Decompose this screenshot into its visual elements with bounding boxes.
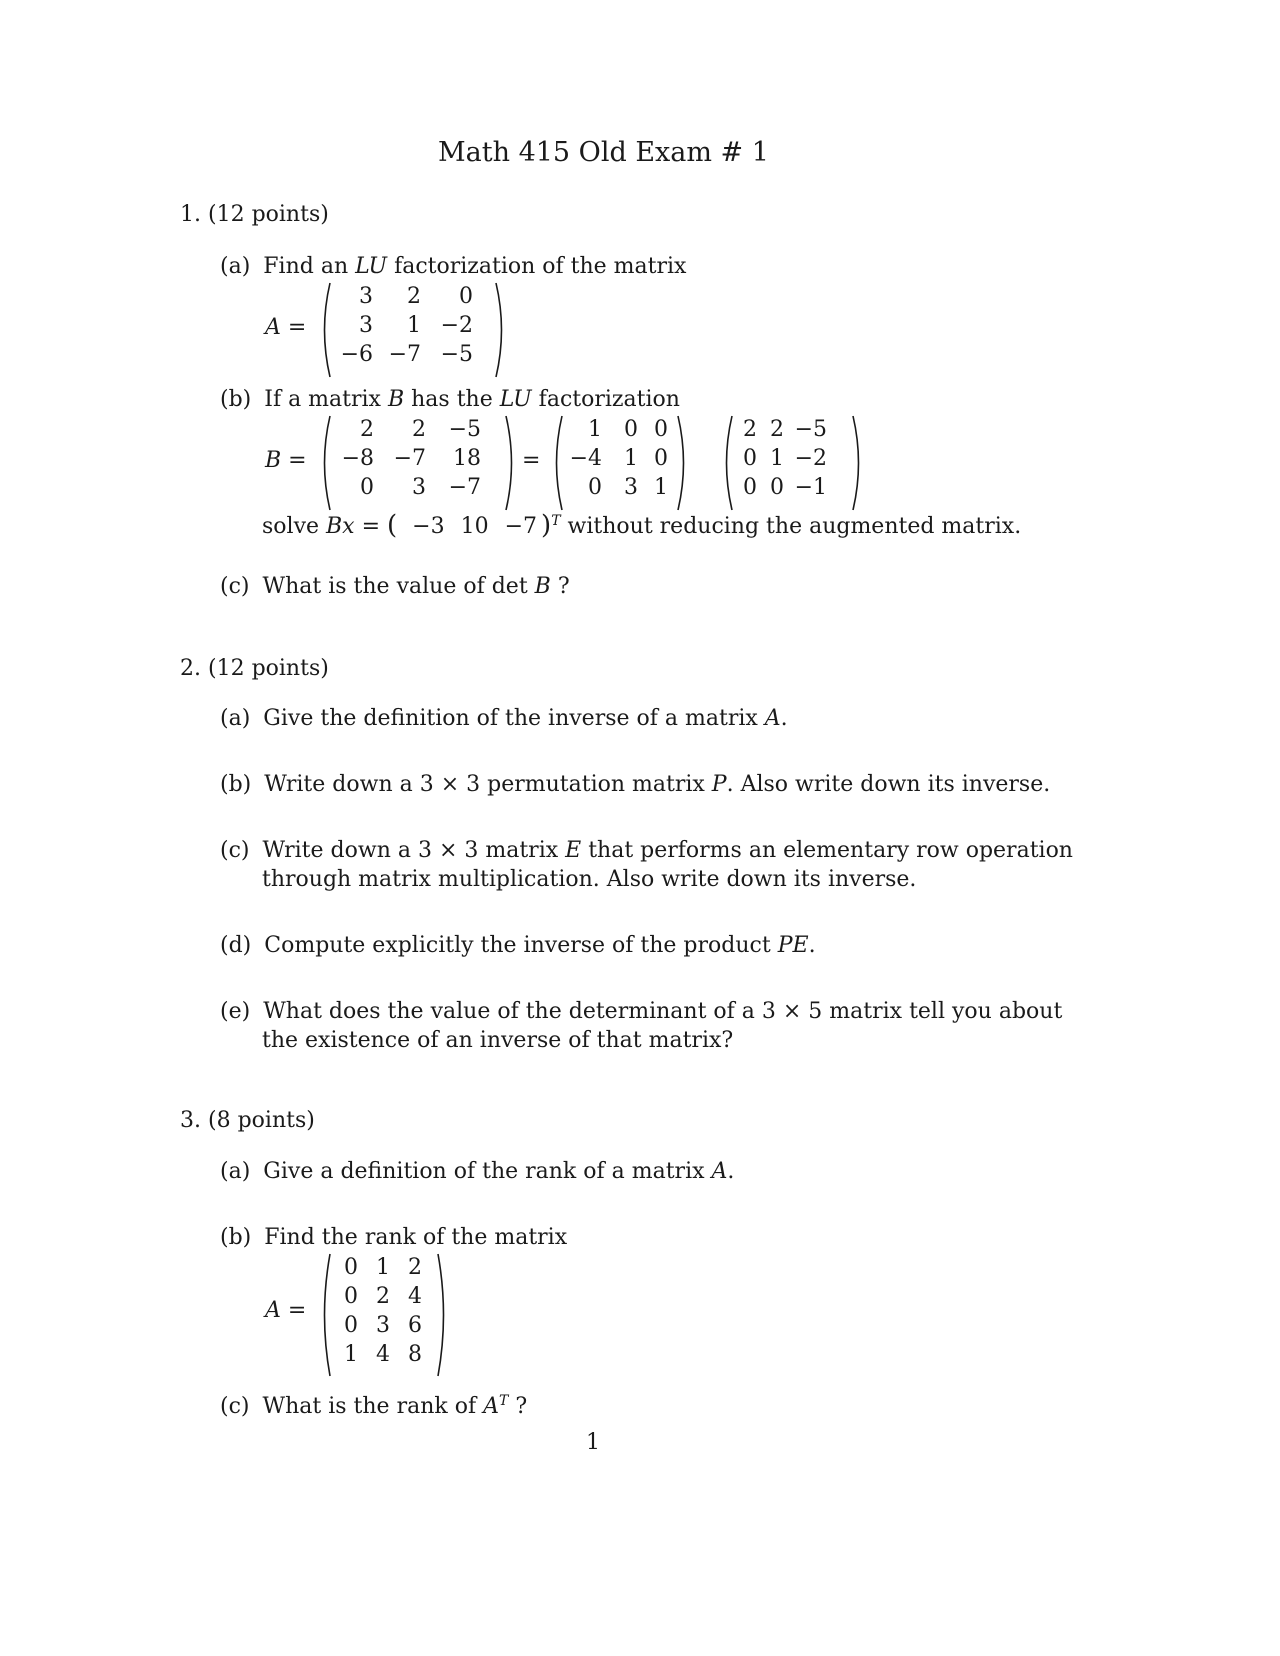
q1-part-c <box>220 572 570 602</box>
matrix-cell: 0 <box>770 475 784 500</box>
matrix-cell: −2 <box>794 446 827 471</box>
part-text: Compute explicitly the inverse of the product PE. <box>264 933 816 958</box>
q1-part-a <box>220 252 686 282</box>
matrix-cell: 18 <box>453 446 481 471</box>
question-1-header <box>180 200 329 230</box>
question-number: 2. <box>180 656 201 681</box>
matrix-cell: 0 <box>360 475 374 500</box>
matrix-left-paren <box>550 415 564 511</box>
matrix-cell: 0 <box>743 446 757 471</box>
part-text: Find an LU factorization of the matrix <box>263 254 687 279</box>
matrix-cell: 1 <box>588 417 602 442</box>
matrix-cell: 0 <box>344 1313 358 1338</box>
matrix-cell: 0 <box>588 475 602 500</box>
matrix-cell: 2 <box>407 284 421 309</box>
matrix-cell: 2 <box>743 417 757 442</box>
matrix-cell: −4 <box>569 446 602 471</box>
q1a-matrix-lhs: A = <box>265 315 307 340</box>
question-points: (12 points) <box>208 656 329 681</box>
question-number: 1. <box>180 202 201 227</box>
matrix-cell: 0 <box>654 446 668 471</box>
matrix-right-paren <box>676 415 690 511</box>
vector-entry: 10 <box>460 514 489 540</box>
q2-part-c <box>220 836 1073 866</box>
part-label: (a) <box>220 1159 251 1184</box>
part-text: Give a definition of the rank of a matrix A. <box>263 1159 735 1184</box>
matrix-cell: 2 <box>408 1255 422 1280</box>
part-label: (b) <box>220 387 252 412</box>
matrix-cell: −7 <box>388 342 421 367</box>
matrix-cell: 6 <box>408 1313 422 1338</box>
matrix-cell: 3 <box>359 284 373 309</box>
vector-entry: −3 <box>412 514 445 540</box>
matrix-cell: −7 <box>448 475 481 500</box>
matrix-cell: 8 <box>408 1342 422 1367</box>
part-label: (b) <box>220 1225 252 1250</box>
matrix-cell: 0 <box>459 284 473 309</box>
matrix-cell: 0 <box>344 1255 358 1280</box>
matrix-left-paren <box>318 415 332 511</box>
part-label: (e) <box>220 999 251 1024</box>
matrix-left-paren <box>318 282 332 378</box>
matrix-cell: 1 <box>770 446 784 471</box>
page-number: 1 <box>586 1430 600 1455</box>
part-label: (d) <box>220 933 252 958</box>
q3b-matrix-A <box>318 1253 450 1377</box>
matrix-cell: −8 <box>341 446 374 471</box>
matrix-cell: 2 <box>770 417 784 442</box>
q2-part-b <box>220 770 1050 800</box>
matrix-cell: 4 <box>376 1342 390 1367</box>
page-title: Math 415 Old Exam # 1 <box>438 137 769 168</box>
q1-part-b <box>220 385 680 415</box>
matrix-cell: 1 <box>407 313 421 338</box>
part-label: (c) <box>220 574 250 599</box>
question-points: (12 points) <box>208 202 329 227</box>
vector-entry: −7 <box>504 514 538 540</box>
question-number: 3. <box>180 1108 201 1133</box>
matrix-right-paren <box>504 415 518 511</box>
matrix-cell: 3 <box>359 313 373 338</box>
matrix-cell: 2 <box>412 417 426 442</box>
part-label: (b) <box>220 772 252 797</box>
matrix-cell: 4 <box>408 1284 422 1309</box>
matrix-cell: −5 <box>794 417 827 442</box>
q1b-matrix-U <box>720 415 865 511</box>
matrix-right-paren <box>851 415 865 511</box>
part-text: Write down a 3 × 3 permutation matrix P. Also write down its inverse. <box>264 772 1051 797</box>
q2-part-e-line2: the existence of an inverse of that matrix? <box>262 1028 734 1053</box>
q3-part-b <box>220 1223 567 1253</box>
matrix-cell: 3 <box>412 475 426 500</box>
q2-part-c-line2: through matrix multiplication. Also write down its inverse. <box>262 867 917 892</box>
q1a-matrix-A <box>318 282 508 378</box>
q2-part-a <box>220 704 788 734</box>
matrix-cell: −7 <box>393 446 426 471</box>
part-text: What does the value of the determinant of a 3 × 5 matrix tell you about <box>263 999 1063 1024</box>
matrix-cell: −5 <box>440 342 473 367</box>
part-label: (a) <box>220 254 251 279</box>
part-label: (c) <box>220 1394 250 1420</box>
matrix-cell: 1 <box>654 475 668 500</box>
equals-sign: = <box>522 448 541 473</box>
matrix-left-paren <box>318 1253 332 1377</box>
part-text: What is the value of det B ? <box>262 574 570 599</box>
q3-part-c <box>220 1386 527 1422</box>
q1b-matrix-lhs: B = <box>265 448 307 473</box>
matrix-cell: −2 <box>440 313 473 338</box>
question-2-header <box>180 654 329 684</box>
question-points: (8 points) <box>208 1108 315 1133</box>
matrix-cell: −5 <box>448 417 481 442</box>
matrix-right-paren <box>494 282 508 378</box>
matrix-cell: −1 <box>794 475 827 500</box>
part-text: What is the rank of $A^T$ ? <box>262 1393 528 1420</box>
q1b-solve-line: solve Bx = ( −3 10 −7 )$^T$ without reducing the augmented matrix. <box>262 510 1022 541</box>
matrix-cell: 0 <box>743 475 757 500</box>
matrix-cell: 3 <box>376 1313 390 1338</box>
part-text: If a matrix B has the LU factorization <box>264 387 680 412</box>
matrix-right-paren <box>436 1253 450 1377</box>
matrix-cell: 3 <box>624 475 638 500</box>
matrix-cell: 1 <box>344 1342 358 1367</box>
q2-part-d <box>220 931 816 961</box>
matrix-cell: 0 <box>344 1284 358 1309</box>
part-label: (c) <box>220 838 250 863</box>
part-label: (a) <box>220 706 251 731</box>
q3-part-a <box>220 1157 734 1187</box>
question-3-header <box>180 1106 315 1136</box>
q2-part-e <box>220 997 1062 1027</box>
matrix-cell: 0 <box>624 417 638 442</box>
matrix-cell: −6 <box>340 342 373 367</box>
matrix-left-paren <box>720 415 734 511</box>
matrix-cell: 0 <box>654 417 668 442</box>
matrix-cell: 1 <box>376 1255 390 1280</box>
part-text: Give the definition of the inverse of a matrix A. <box>263 706 788 731</box>
matrix-cell: 1 <box>624 446 638 471</box>
q3b-matrix-lhs: A = <box>265 1298 307 1323</box>
matrix-cell: 2 <box>360 417 374 442</box>
part-text: Find the rank of the matrix <box>264 1225 568 1250</box>
matrix-cell: 2 <box>376 1284 390 1309</box>
q1b-matrix-B <box>318 415 518 511</box>
q1b-matrix-L <box>550 415 690 511</box>
part-text: Write down a 3 × 3 matrix E that performs an elementary row operation <box>262 838 1073 863</box>
